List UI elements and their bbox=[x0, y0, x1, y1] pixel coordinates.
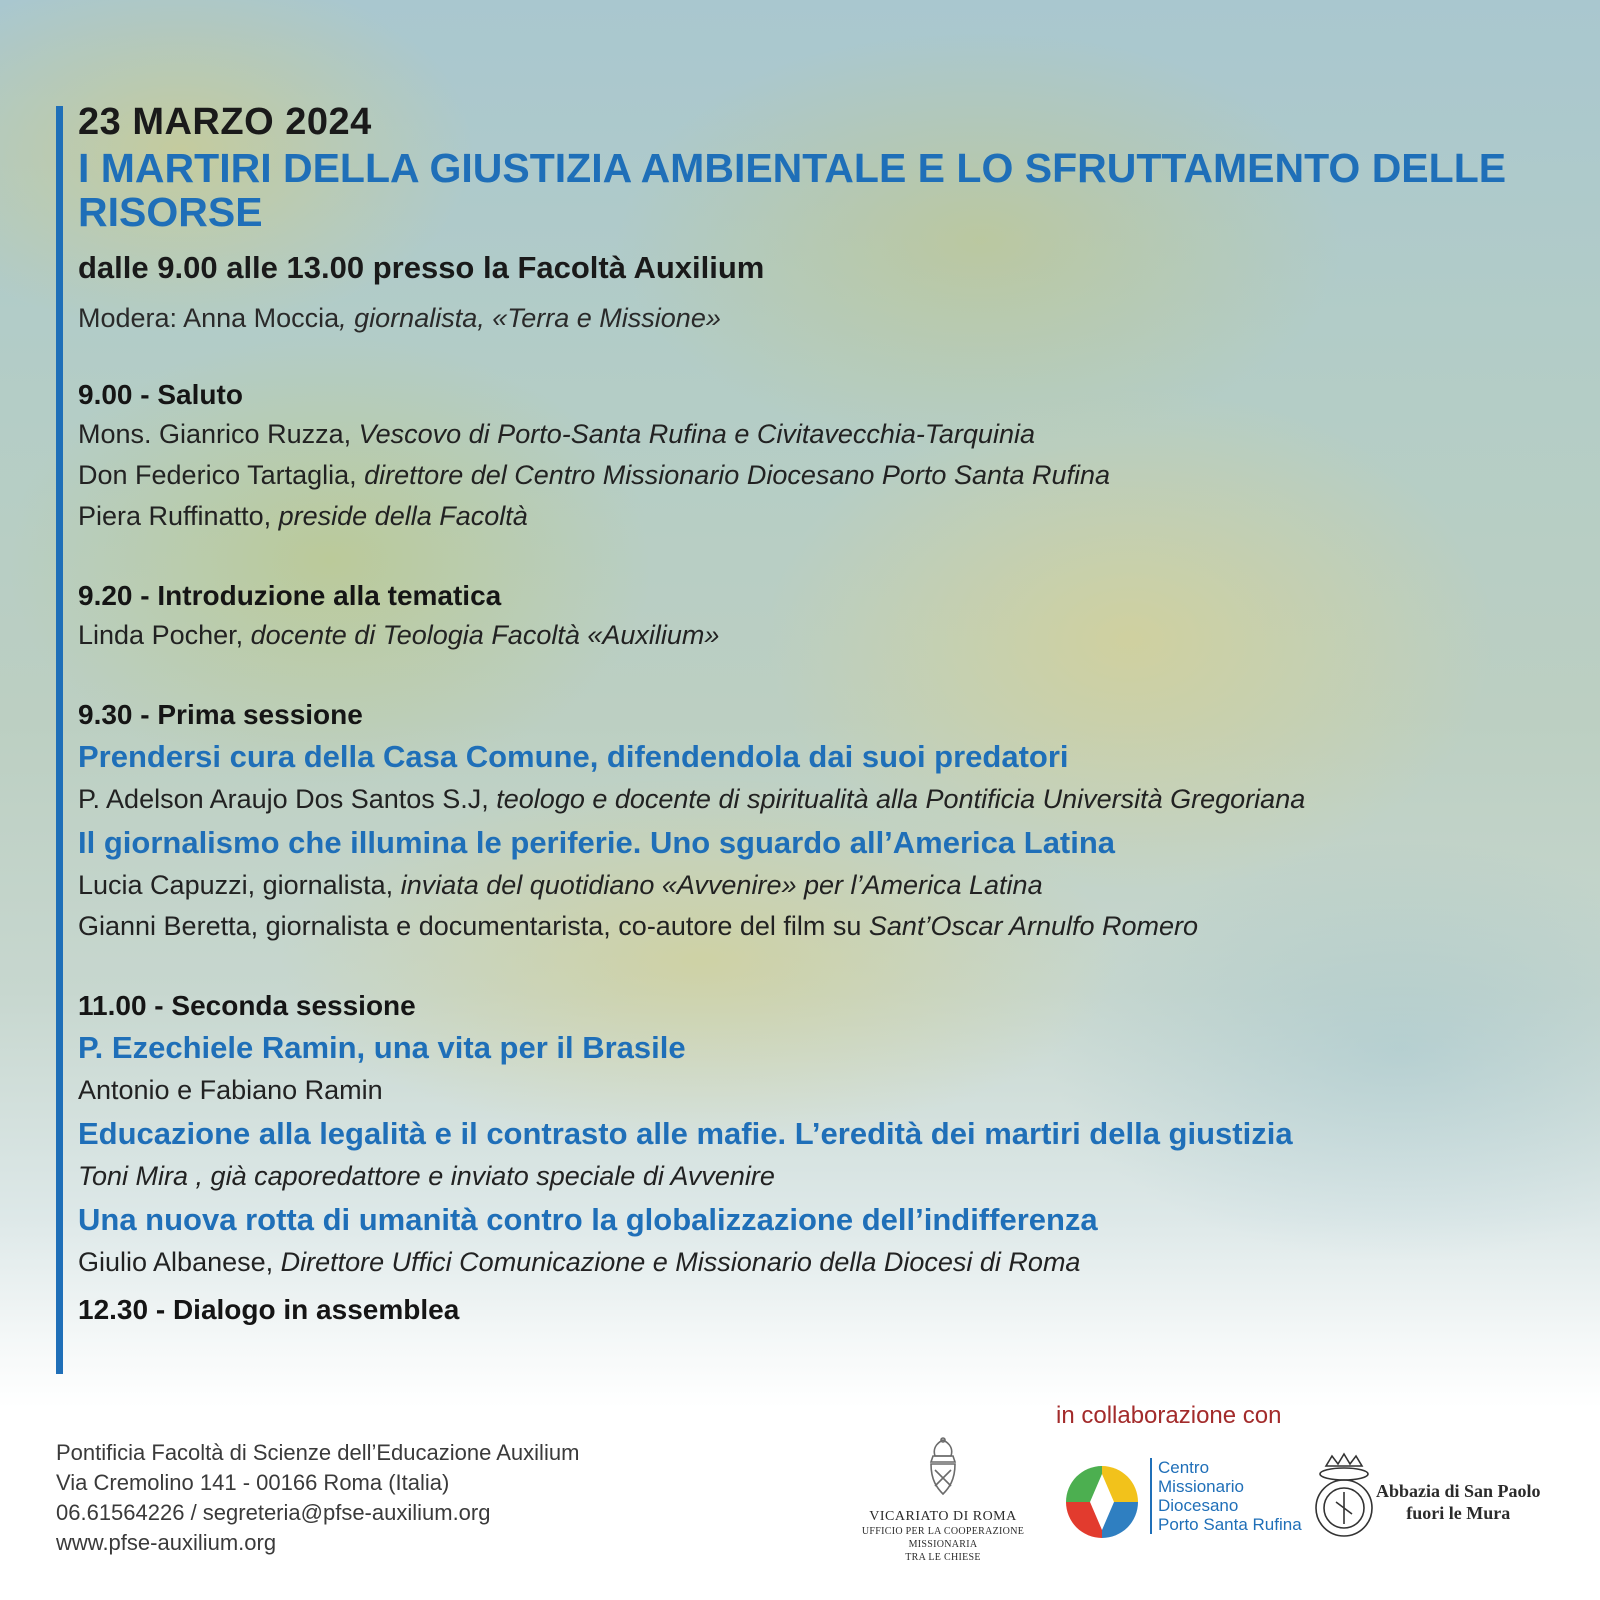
vicariato-logo bbox=[828, 1436, 1058, 1564]
speaker-name: P. Adelson Araujo Dos Santos S.J, bbox=[78, 784, 489, 814]
talk-title: Prendersi cura della Casa Comune, difendendola dai suoi predatori bbox=[78, 739, 1069, 774]
footer-contact bbox=[56, 1438, 579, 1558]
speaker-name: Piera Ruffinatto, bbox=[78, 501, 272, 531]
centro-missionario-logo bbox=[1062, 1458, 1322, 1542]
section-introduzione bbox=[78, 577, 1558, 656]
section-prima-sessione bbox=[78, 696, 1558, 947]
moderator-name: Anna Moccia bbox=[183, 303, 340, 333]
speaker-name: Lucia Capuzzi, bbox=[78, 870, 256, 900]
speaker-role: preside della Facoltà bbox=[271, 501, 528, 531]
moderator-role: , giornalista, «Terra e Missione» bbox=[339, 303, 721, 333]
talk-title: P. Ezechiele Ramin, una vita per il Brasile bbox=[78, 1030, 686, 1065]
speaker-line bbox=[78, 779, 1558, 820]
globe-logo-icon bbox=[1062, 1462, 1142, 1542]
talk-title: Il giornalismo che illumina le periferie. Uno sguardo all’America Latina bbox=[78, 825, 1116, 860]
footer-org: Pontificia Facoltà di Scienze dell’Educazione Auxilium bbox=[56, 1440, 580, 1465]
event-title: I MARTIRI DELLA GIUSTIZIA AMBIENTALE E LO SFRUTTAMENTO DELLE RISORSE bbox=[78, 145, 1507, 235]
speaker-role-detail: inviata del quotidiano «Avvenire» per l’America Latina bbox=[393, 870, 1043, 900]
talk-title: Una nuova rotta di umanità contro la globalizzazione dell’indifferenza bbox=[78, 1202, 1098, 1237]
section-seconda-sessione bbox=[78, 987, 1558, 1283]
speaker-role: teologo e docente di spiritualità alla Pontificia Università Gregoriana bbox=[488, 784, 1306, 814]
speaker-name: Mons. Gianrico Ruzza, bbox=[78, 419, 352, 449]
papal-coat-of-arms-icon bbox=[913, 1436, 973, 1500]
speaker-line bbox=[78, 1242, 1558, 1283]
vicariato-name: VICARIATO DI ROMA bbox=[869, 1509, 1017, 1524]
centro-missionario-text bbox=[1150, 1458, 1302, 1534]
vicariato-subtitle: UFFICIO PER LA COOPERAZIONE MISSIONARIA bbox=[861, 1526, 1025, 1550]
abbazia-logo bbox=[1312, 1452, 1562, 1552]
speaker-name: Don Federico Tartaglia, bbox=[78, 460, 357, 490]
speaker-line bbox=[78, 615, 1558, 656]
speaker-name: Giulio Albanese, bbox=[78, 1247, 274, 1277]
speaker-name: Gianni Beretta, bbox=[78, 911, 259, 941]
closing-session: 12.30 - Dialogo in assemblea bbox=[78, 1294, 460, 1325]
abbey-crest-icon bbox=[1312, 1452, 1376, 1544]
collaboration-label: in collaborazione con bbox=[1056, 1402, 1282, 1429]
vicariato-subtitle: TRA LE CHIESE bbox=[905, 1552, 981, 1563]
speaker-name: Linda Pocher, bbox=[78, 620, 244, 650]
cmd-line: Porto Santa Rufina bbox=[1158, 1515, 1302, 1534]
moderator-label: Modera: bbox=[78, 303, 184, 333]
speaker-line bbox=[78, 496, 1558, 537]
speaker-line bbox=[78, 455, 1558, 496]
speaker-role: giornalista, bbox=[255, 870, 394, 900]
speaker-line: Antonio e Fabiano Ramin bbox=[78, 1075, 383, 1105]
footer-address: Via Cremolino 141 - 00166 Roma (Italia) bbox=[56, 1470, 450, 1495]
speaker-role: Direttore Uffici Comunicazione e Missionario della Diocesi di Roma bbox=[273, 1247, 1081, 1277]
speaker-role: docente di Teologia Facoltà «Auxilium» bbox=[243, 620, 720, 650]
event-time-place: dalle 9.00 alle 13.00 presso la Facoltà Auxilium bbox=[78, 250, 765, 285]
footer-contact-line: 06.61564226 / segreteria@pfse-auxilium.org bbox=[56, 1500, 491, 1525]
accent-bar bbox=[56, 106, 63, 1374]
speaker-line bbox=[78, 414, 1558, 455]
section-heading: 9.00 - Saluto bbox=[78, 379, 243, 410]
speaker-role-detail: Sant’Oscar Arnulfo Romero bbox=[861, 911, 1199, 941]
abbazia-text bbox=[1376, 1480, 1541, 1524]
footer-website: www.pfse-auxilium.org bbox=[56, 1530, 277, 1555]
speaker-role: , già caporedattore e inviato speciale di Avvenire bbox=[188, 1161, 775, 1191]
section-heading: 9.20 - Introduzione alla tematica bbox=[78, 580, 502, 611]
section-saluto bbox=[78, 376, 1558, 537]
speaker-role: giornalista e documentarista, co-autore del film su bbox=[258, 911, 862, 941]
program-content bbox=[78, 100, 1558, 1329]
section-heading: 9.30 - Prima sessione bbox=[78, 699, 363, 730]
abbazia-line: fuori le Mura bbox=[1406, 1503, 1511, 1523]
event-date: 23 MARZO 2024 bbox=[78, 101, 372, 143]
speaker-line bbox=[78, 1156, 1558, 1197]
speaker-role: direttore del Centro Missionario Diocesano Porto Santa Rufina bbox=[356, 460, 1111, 490]
speaker-line bbox=[78, 865, 1558, 906]
cmd-line: Diocesano bbox=[1158, 1496, 1239, 1515]
speaker-name: Toni Mira bbox=[78, 1161, 189, 1191]
moderator bbox=[78, 300, 1558, 336]
section-heading: 11.00 - Seconda sessione bbox=[78, 990, 416, 1021]
abbazia-line: Abbazia di San Paolo bbox=[1376, 1481, 1541, 1501]
speaker-role: Vescovo di Porto-Santa Rufina e Civitavecchia-Tarquinia bbox=[351, 419, 1035, 449]
talk-title: Educazione alla legalità e il contrasto alle mafie. L’eredità dei martiri della giustizia bbox=[78, 1116, 1293, 1151]
cmd-line: Missionario bbox=[1158, 1477, 1244, 1496]
cmd-line: Centro bbox=[1158, 1458, 1210, 1477]
speaker-line bbox=[78, 906, 1558, 947]
